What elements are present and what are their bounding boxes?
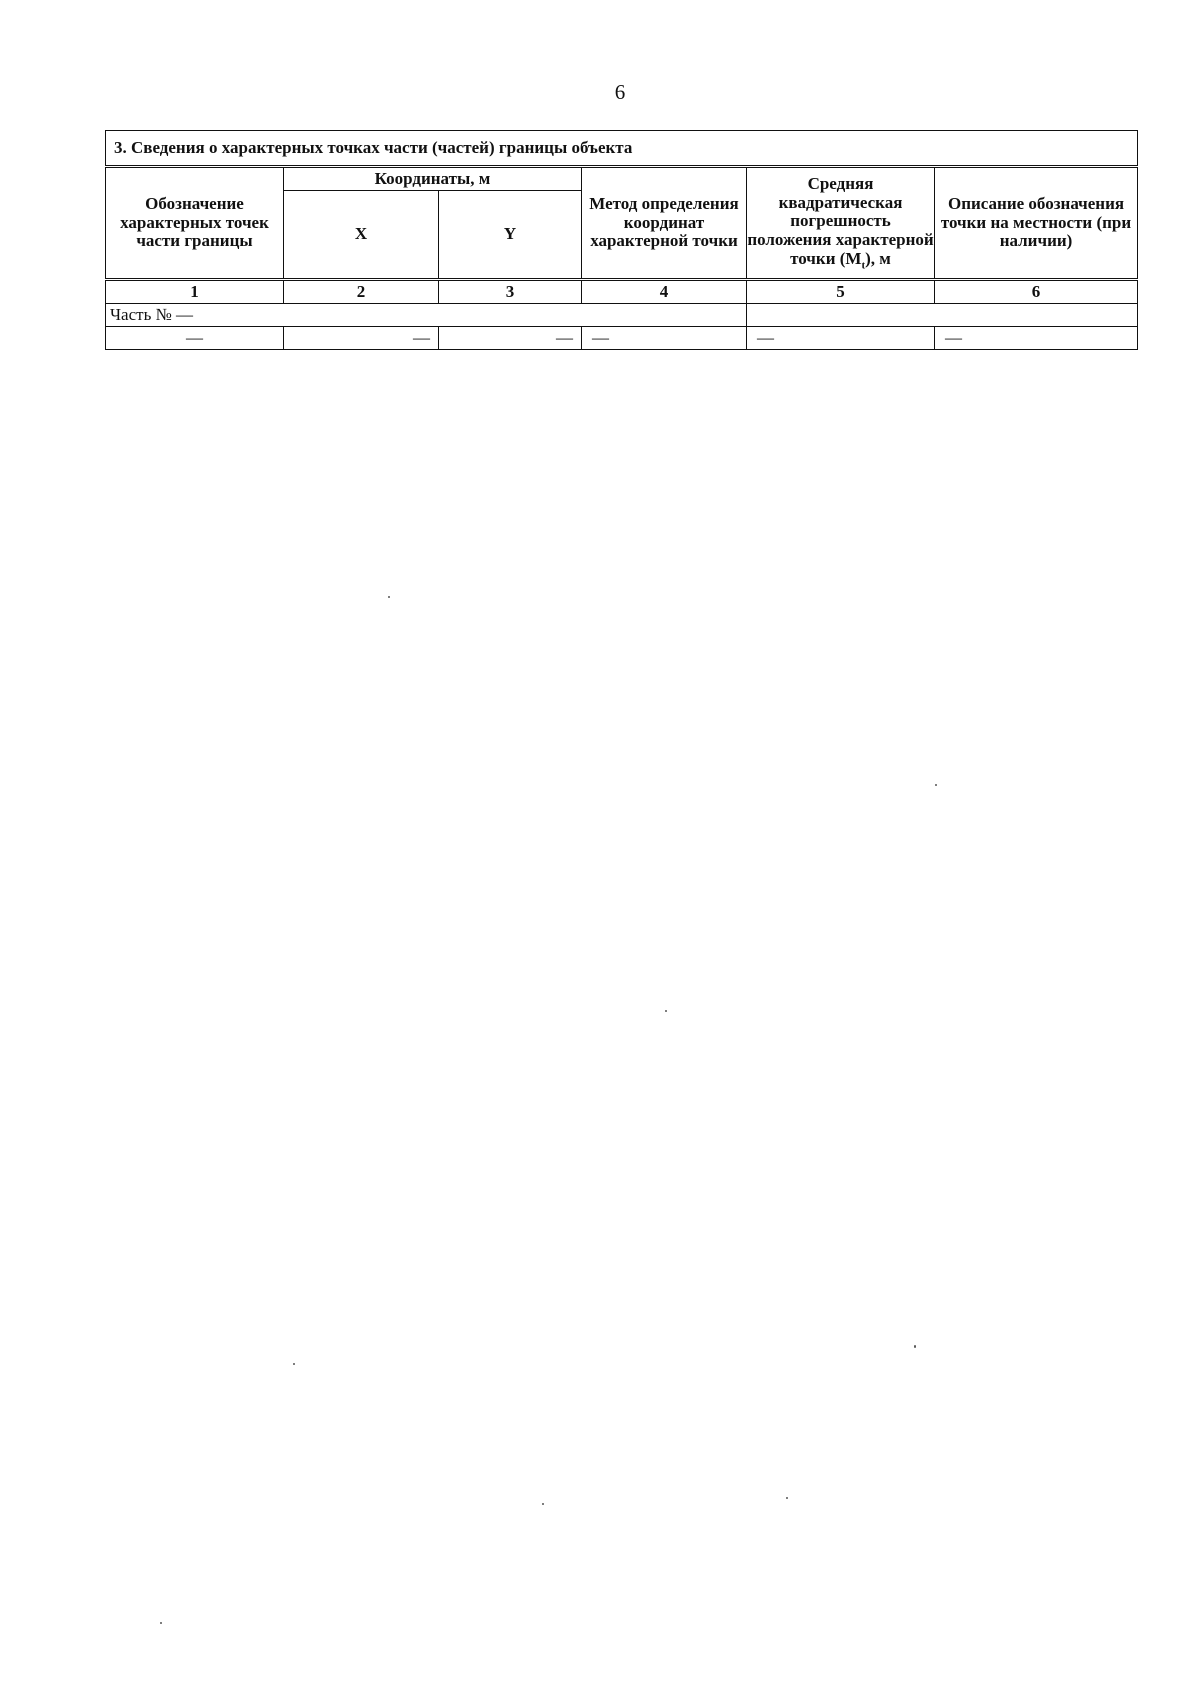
table-row (106, 327, 1138, 350)
cell-method: — (582, 327, 747, 350)
header-coordinates: Координаты, м (284, 167, 582, 191)
section-title: 3. Сведения о характерных точках части (частей) границы объекта (106, 131, 1138, 167)
part-row-empty-cell (747, 304, 1138, 327)
page-number: 6 (614, 80, 626, 104)
scan-speck (160, 1622, 162, 1624)
header-error-subscript: t (861, 259, 866, 272)
section-title-row (106, 131, 1138, 167)
header-error (747, 167, 935, 280)
column-number-3: 3 (439, 280, 582, 304)
part-label: Часть № — (106, 304, 747, 327)
scan-speck (293, 1363, 295, 1365)
column-number-4: 4 (582, 280, 747, 304)
header-y: Y (439, 191, 582, 280)
header-error-text-a: Средняя квадратическая погрешность положения характерной точки (M (747, 173, 934, 268)
cell-point: — (106, 327, 284, 350)
scan-speck (914, 1345, 916, 1348)
header-description: Описание обозначения точки на местности (при наличии) (935, 167, 1138, 280)
scan-speck (542, 1503, 544, 1505)
column-numbers-row (106, 280, 1138, 304)
header-x: X (284, 191, 439, 280)
column-number-5: 5 (747, 280, 935, 304)
characteristic-points-table (105, 130, 1138, 350)
header-row-1 (106, 167, 1138, 191)
scan-speck (786, 1497, 788, 1499)
scan-speck (665, 1010, 667, 1012)
cell-y: — (439, 327, 582, 350)
part-row (106, 304, 1138, 327)
section-3-table-container (105, 130, 1137, 350)
column-number-2: 2 (284, 280, 439, 304)
scan-speck (388, 596, 390, 598)
column-number-1: 1 (106, 280, 284, 304)
cell-description: — (935, 327, 1138, 350)
cell-error: — (747, 327, 935, 350)
header-point-designation: Обозначение характерных точек части границы (106, 167, 284, 280)
column-number-6: 6 (935, 280, 1138, 304)
scan-speck (935, 784, 937, 786)
cell-x: — (284, 327, 439, 350)
header-method: Метод определения координат характерной точки (582, 167, 747, 280)
header-error-text-b: ), м (865, 248, 891, 268)
